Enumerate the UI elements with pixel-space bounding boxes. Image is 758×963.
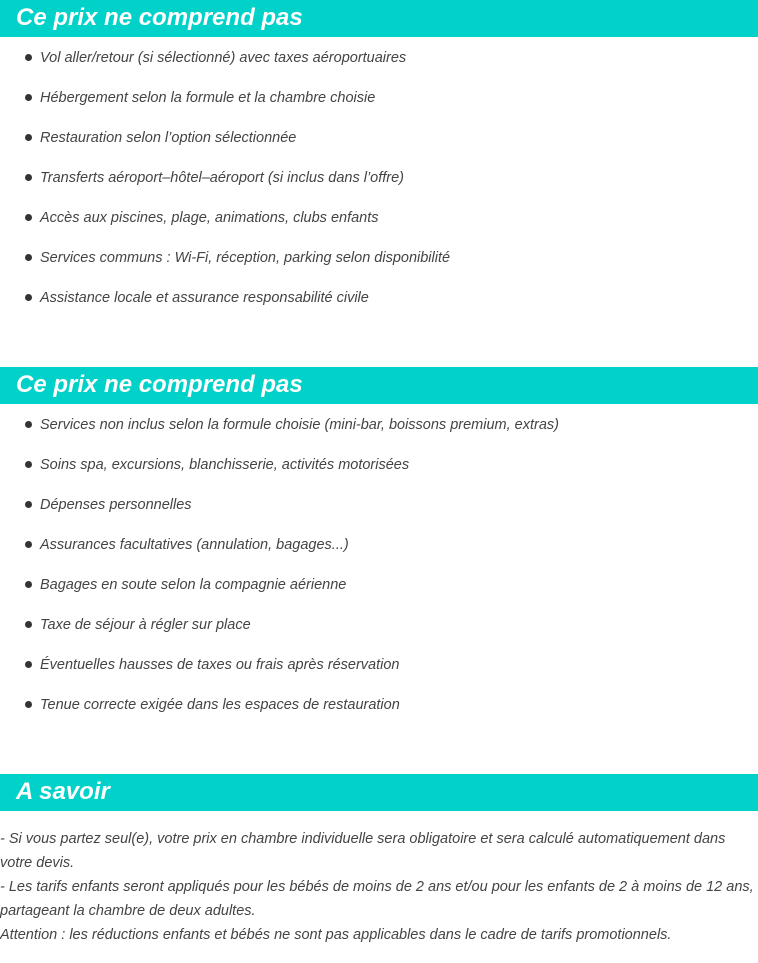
- list-item: [0, 412, 758, 452]
- bullet-icon: [25, 94, 32, 101]
- list-item-text: Vol aller/retour (si sélectionné) avec taxes aéroportuaires: [40, 50, 407, 66]
- section-title: Ce prix ne comprend pas: [16, 371, 303, 398]
- excluded-list: [0, 412, 758, 732]
- list-item: [0, 285, 758, 325]
- list-item-text: Accès aux piscines, plage, animations, clubs enfants: [40, 210, 379, 226]
- list-item: [0, 652, 758, 692]
- bullet-icon: [25, 501, 32, 508]
- bullet-icon: [25, 701, 32, 708]
- list-item-text: Dépenses personnelles: [40, 497, 192, 513]
- section-header-excluded: [0, 367, 758, 404]
- bullet-icon: [25, 621, 32, 628]
- list-item: [0, 125, 758, 165]
- bullet-icon: [25, 54, 32, 61]
- list-item-text: Taxe de séjour à régler sur place: [40, 617, 251, 633]
- list-item-text: Transferts aéroport–hôtel–aéroport (si inclus dans l’offre): [40, 170, 405, 186]
- list-item-text: Assurances facultatives (annulation, bagages...): [40, 537, 349, 553]
- bullet-icon: [25, 461, 32, 468]
- bullet-icon: [25, 541, 32, 548]
- list-item: [0, 572, 758, 612]
- list-item-text: Éventuelles hausses de taxes ou frais après réservation: [40, 657, 400, 673]
- section-title: A savoir: [16, 778, 110, 805]
- bullet-icon: [25, 134, 32, 141]
- info-paragraph: - Les tarifs enfants seront appliqués pour les bébés de moins de 2 ans et/ou pour les enfants de 2 à moins de 12 ans, partageant la chambre de deux adultes.: [0, 879, 754, 919]
- list-item: [0, 492, 758, 532]
- bullet-icon: [25, 254, 32, 261]
- included-list: [0, 45, 758, 325]
- list-item-text: Soins spa, excursions, blanchisserie, activités motorisées: [40, 457, 410, 473]
- list-item-text: Bagages en soute selon la compagnie aérienne: [40, 577, 347, 593]
- list-item-text: Assistance locale et assurance responsabilité civile: [40, 290, 369, 306]
- list-item: [0, 205, 758, 245]
- info-paragraph: Attention : les réductions enfants et bébés ne sont pas applicables dans le cadre de tarifs promotionnels.: [0, 927, 672, 943]
- section-header-info: [0, 774, 758, 811]
- list-item: [0, 85, 758, 125]
- info-paragraph: - Si vous partez seul(e), votre prix en chambre individuelle sera obligatoire et sera calculé automatiquement dans votre devis.: [0, 831, 726, 871]
- bullet-icon: [25, 421, 32, 428]
- list-item-text: Services communs : Wi-Fi, réception, parking selon disponibilité: [40, 250, 451, 266]
- section-header-included: [0, 0, 758, 37]
- bullet-icon: [25, 581, 32, 588]
- list-item: [0, 452, 758, 492]
- list-item-text: Tenue correcte exigée dans les espaces de restauration: [40, 697, 400, 713]
- list-item-text: Restauration selon l’option sélectionnée: [40, 130, 297, 146]
- bullet-icon: [25, 214, 32, 221]
- section-title: Ce prix ne comprend pas: [16, 4, 303, 31]
- list-item-text: Hébergement selon la formule et la chambre choisie: [40, 90, 376, 106]
- list-item: [0, 165, 758, 205]
- bullet-icon: [25, 661, 32, 668]
- list-item-text: Services non inclus selon la formule choisie (mini-bar, boissons premium, extras): [40, 417, 559, 433]
- list-item: [0, 612, 758, 652]
- list-item: [0, 45, 758, 85]
- list-item: [0, 532, 758, 572]
- bullet-icon: [25, 174, 32, 181]
- info-text-block: [0, 827, 756, 947]
- bullet-icon: [25, 294, 32, 301]
- list-item: [0, 245, 758, 285]
- list-item: [0, 692, 758, 732]
